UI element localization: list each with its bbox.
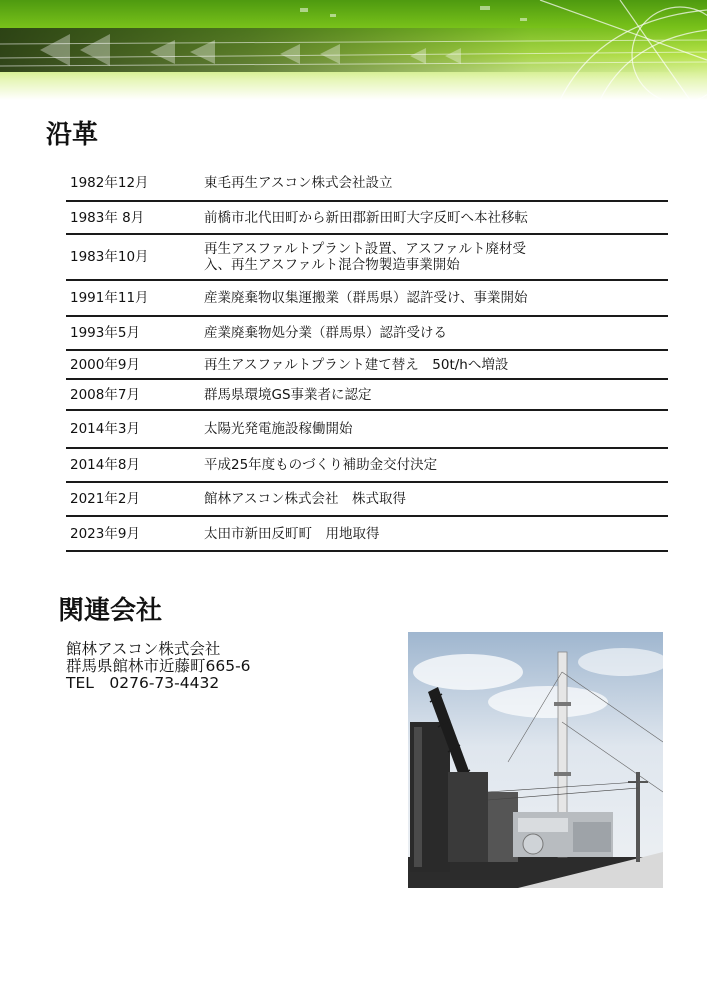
history-date: 2014年3月: [66, 410, 202, 448]
table-row: [66, 379, 668, 410]
history-date: 1983年10月: [66, 234, 202, 280]
history-event: 産業廃棄物処分業（群馬県）認許受ける: [202, 316, 668, 350]
table-row: [66, 201, 668, 234]
history-event: 館林アスコン株式会社 株式取得: [202, 482, 668, 516]
company-address: 群馬県館林市近藤町665-6: [66, 657, 251, 675]
history-table: [66, 166, 668, 552]
history-date: 2021年2月: [66, 482, 202, 516]
history-date: 2014年8月: [66, 448, 202, 482]
related-company-info: [66, 641, 251, 692]
history-date: 1983年 8月: [66, 201, 202, 234]
table-row: [66, 234, 668, 280]
history-event-line: 入、再生アスファルト混合物製造事業開始: [204, 257, 460, 273]
table-row: [66, 482, 668, 516]
history-event: 群馬県環境GS事業者に認定: [202, 379, 668, 410]
plant-illustration: [408, 632, 663, 888]
table-row: [66, 280, 668, 316]
history-date: 1991年11月: [66, 280, 202, 316]
history-section-title: 沿革: [46, 120, 99, 150]
banner-decoration: [0, 0, 707, 100]
history-event-line: 再生アスファルトプラント設置、アスファルト廃材受: [204, 241, 526, 257]
table-row: [66, 166, 668, 201]
company-name: 館林アスコン株式会社: [66, 640, 221, 658]
history-event: 東毛再生アスコン株式会社設立: [202, 166, 668, 201]
asphalt-plant-photo: [408, 632, 663, 888]
history-event: [202, 234, 668, 280]
company-tel: TEL 0276-73-4432: [66, 674, 220, 692]
history-event: 再生アスファルトプラント建て替え 50t/hへ増設: [202, 350, 668, 379]
related-section-title: 関連会社: [58, 596, 163, 626]
table-row: [66, 410, 668, 448]
history-event: 前橋市北代田町から新田郡新田町大字反町へ本社移転: [202, 201, 668, 234]
history-event: 太田市新田反町町 用地取得: [202, 516, 668, 551]
history-event: 太陽光発電施設稼働開始: [202, 410, 668, 448]
table-row: [66, 516, 668, 551]
history-date: 2023年9月: [66, 516, 202, 551]
history-date: 2000年9月: [66, 350, 202, 379]
header-banner: [0, 0, 707, 100]
history-date: 1982年12月: [66, 166, 202, 201]
history-event: 産業廃棄物収集運搬業（群馬県）認許受け、事業開始: [202, 280, 668, 316]
table-row: [66, 350, 668, 379]
history-date: 1993年5月: [66, 316, 202, 350]
table-row: [66, 316, 668, 350]
table-row: [66, 448, 668, 482]
history-event: 平成25年度ものづくり補助金交付決定: [202, 448, 668, 482]
history-date: 2008年7月: [66, 379, 202, 410]
